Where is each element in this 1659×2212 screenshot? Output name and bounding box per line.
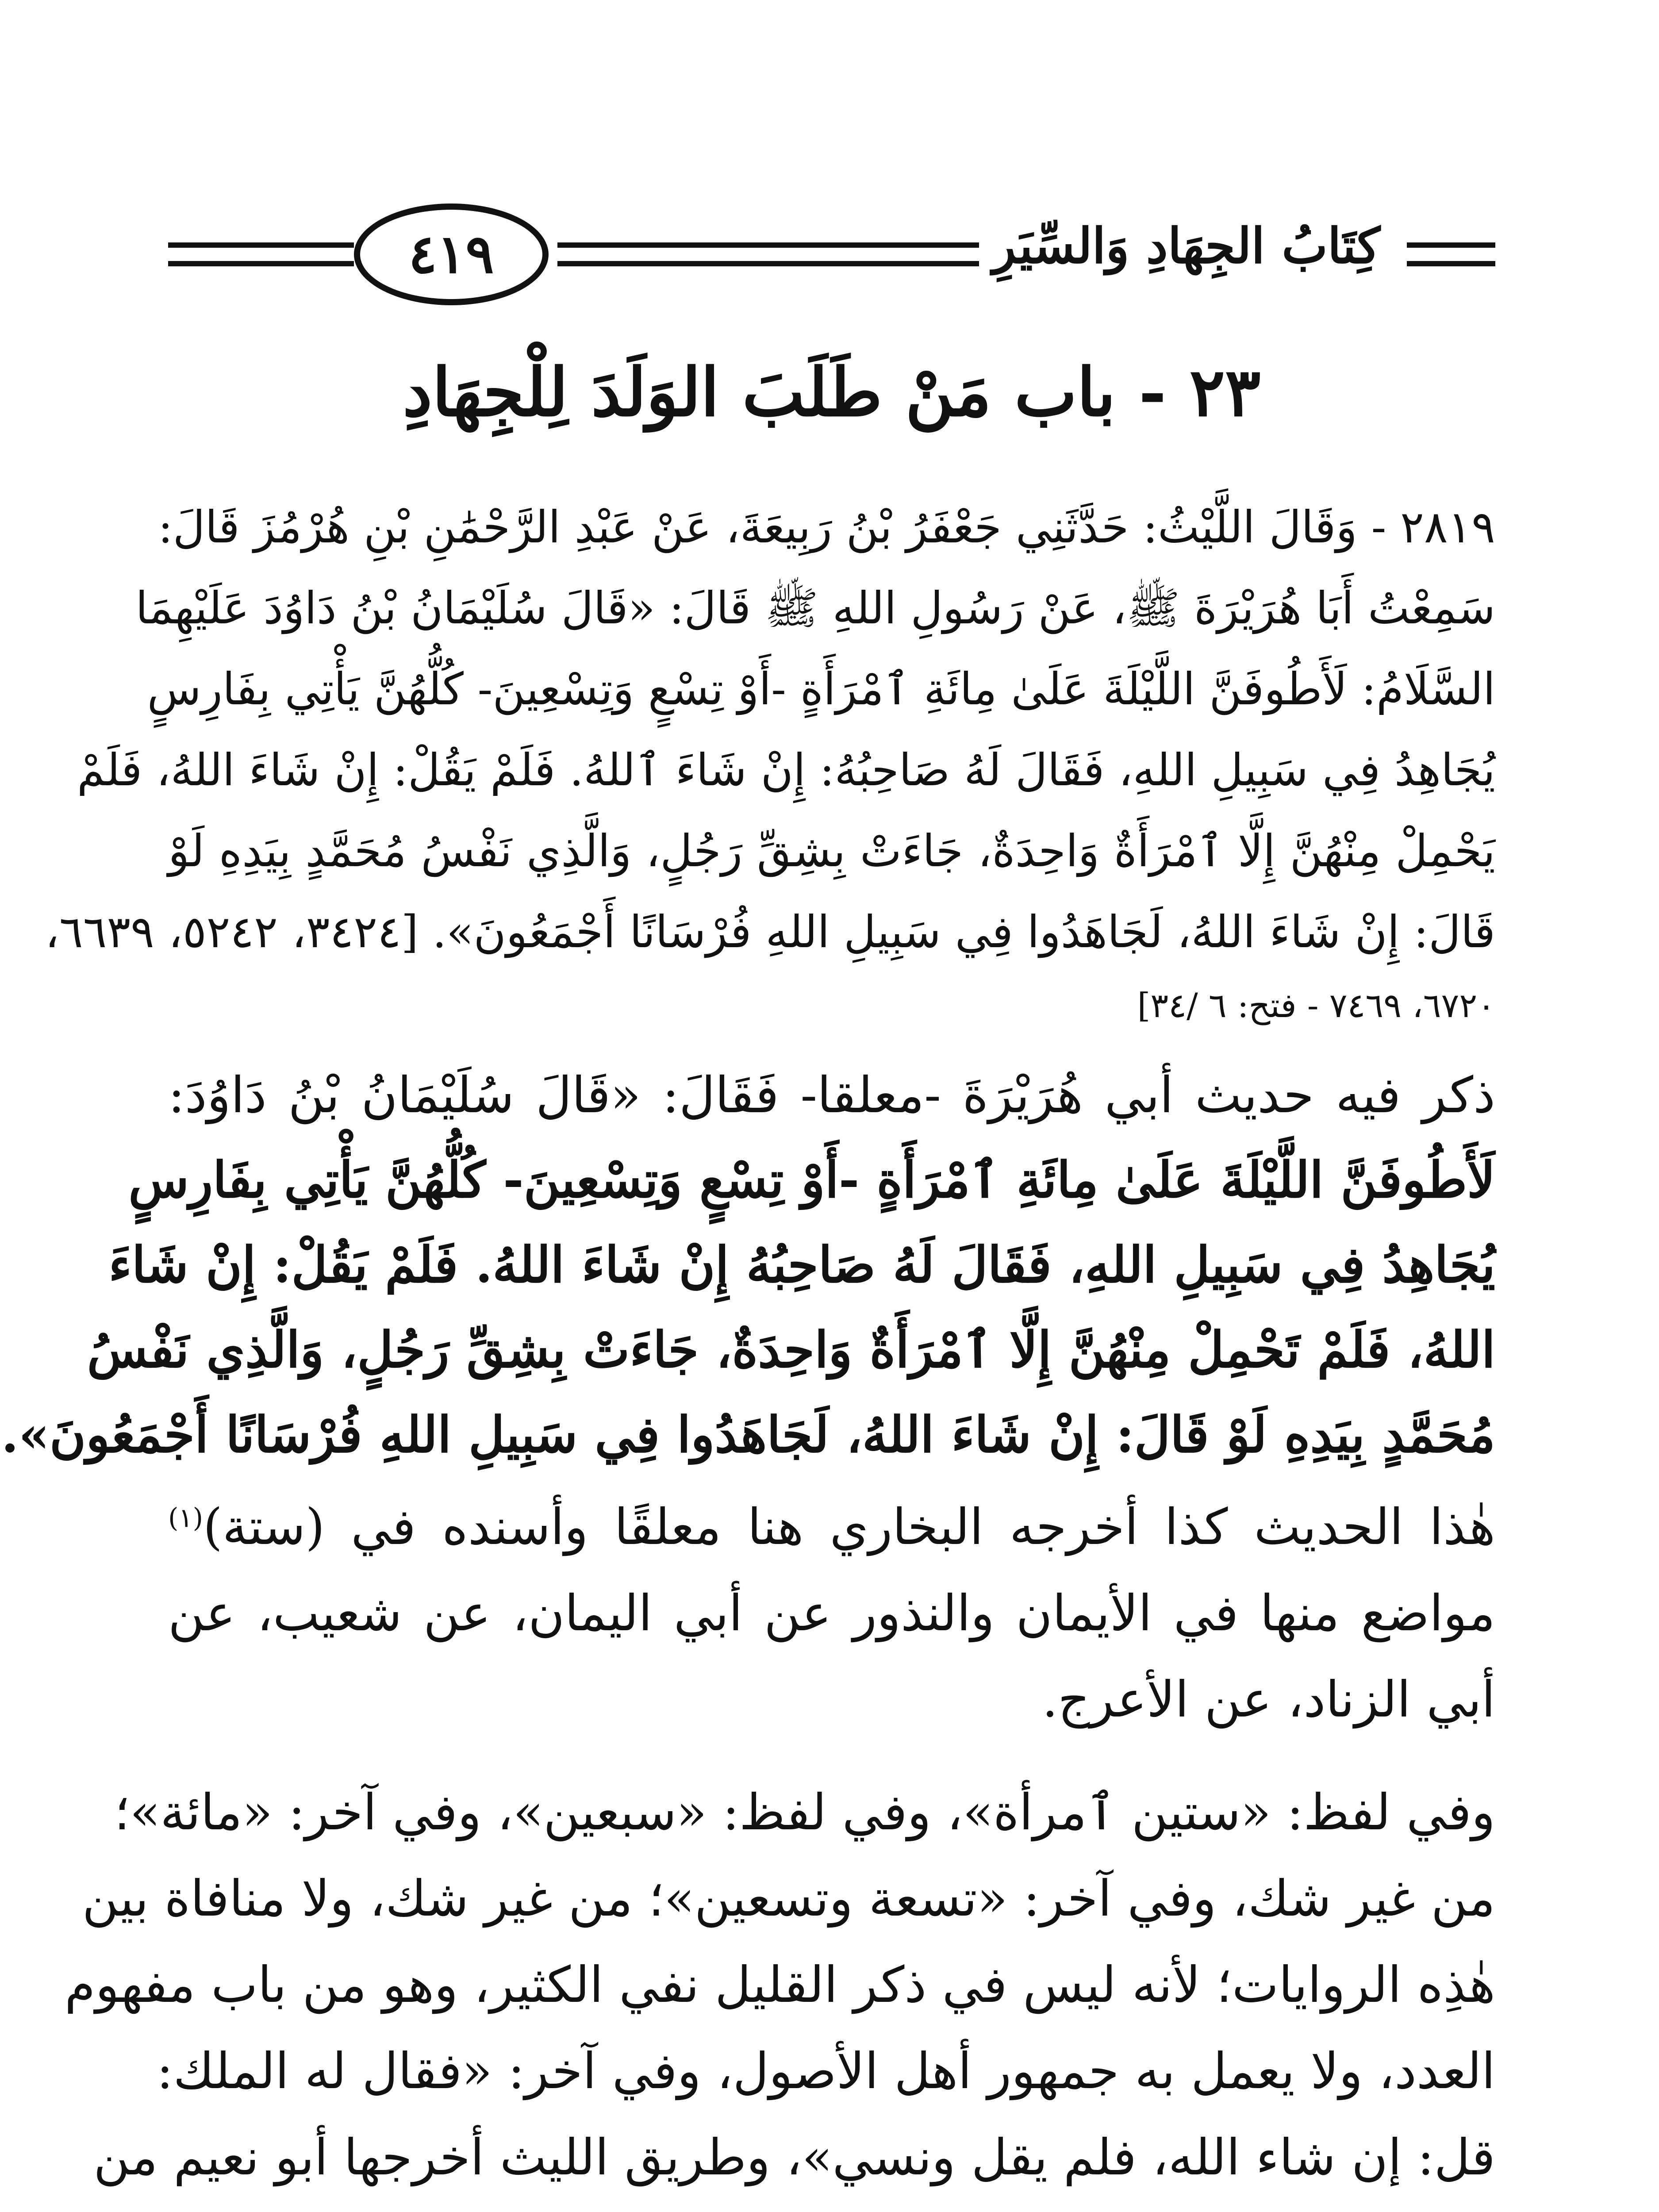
hadith-line: ٢٨١٩ - وَقَالَ اللَّيْثُ: حَدَّثَنِي جَعْفَرُ بْنُ رَبِيعَةَ، عَنْ عَبْدِ الرَّحْمَٰنِ بْنِ هُرْمُزَ قَالَ: — [158, 501, 1495, 553]
hadith-reference: ٦٧٢٠، ٧٤٦٩ - فتح: ٦ /٣٤] — [1137, 986, 1495, 1025]
paragraph-line: هٰذِه الروايات؛ لأنه ليس في ذكر القليل نفي الكثير، وهو من باب مفهوم — [65, 1956, 1495, 2014]
commentary-line: ذكر فيه حديث أبي هُرَيْرَةَ -معلقا- فَقَالَ: «قَالَ سُلَيْمَانُ بْنُ دَاوُدَ: — [168, 1067, 1496, 1124]
paragraph-line: قل: إن شاء الله، فلم يقل ونسي»، وطريق الليث أخرجها أبو نعيم من — [93, 2129, 1495, 2186]
chapter-title: ٢٣ - باب مَنْ طَلَبَ الوَلَدَ لِلْجِهَادِ — [403, 353, 1261, 431]
body-text — [65, 1484, 1496, 2201]
running-title: كِتَابُ الجِهَادِ وَالسِّيَرِ — [979, 217, 1394, 275]
page-number-badge — [354, 204, 549, 305]
commentary-line: مُحَمَّدٍ بِيَدِهِ لَوْ قَالَ: إِنْ شَاءَ اللهُ، لَجَاهَدُوا فِي سَبِيلِ اللهِ فُرْسَانًا أَجْمَعُونَ». — [1, 1406, 1495, 1464]
running-header — [168, 195, 1495, 314]
commentary-line: يُجَاهِدُ فِي سَبِيلِ اللهِ، فَقَالَ لَهُ صَاحِبُهُ إِنْ شَاءَ اللهُ. فَلَمْ يَقُلْ: إِنْ شَاءَ — [108, 1236, 1495, 1294]
footnote-ref: (١) — [168, 1502, 204, 1534]
hadith-line: سَمِعْتُ أَبَا هُرَيْرَةَ ﷺ، عَنْ رَسُولِ اللهِ ﷺ قَالَ: «قَالَ سُلَيْمَانُ بْنُ دَاوُدَ عَلَيْهِمَا — [135, 582, 1495, 634]
paragraph-text: هٰذا الحديث كذا أخرجه البخاري هنا معلقًا وأسنده في (ستة) — [203, 1498, 1496, 1556]
hadith-line: يَحْمِلْ مِنْهُنَّ إِلَّا ٱمْرَأَةٌ وَاحِدَةٌ، جَاءَتْ بِشِقِّ رَجُلٍ، وَالَّذِي نَفْسُ مُحَمَّدٍ بِيَدِهِ لَوْ — [168, 825, 1495, 877]
hadith-text — [45, 487, 1495, 1039]
paragraph-line: مواضع منها في الأيمان والنذور عن أبي اليمان، عن شعيب، عن — [168, 1585, 1495, 1642]
paragraph-line: وفي لفظ: «ستين ٱمرأة»، وفي لفظ: «سبعين»، وفي آخر: «مائة»؛ — [114, 1784, 1495, 1841]
page-number: ٤١٩ — [408, 223, 494, 285]
header-rule — [1407, 242, 1495, 248]
hadith-line: السَّلَامُ: لَأَطُوفَنَّ اللَّيْلَةَ عَلَىٰ مِائَةِ ٱمْرَأَةٍ -أَوْ تِسْعٍ وَتِسْعِينَ- كُلُّهُنَّ يَأْتِي بِفَارِسٍ — [147, 663, 1495, 715]
paragraph-line: من غير شك، وفي آخر: «تسعة وتسعين»؛ من غير شك، ولا منافاة بين — [82, 1870, 1495, 1928]
header-rule — [1407, 261, 1495, 266]
hadith-line: يُجَاهِدُ فِي سَبِيلِ اللهِ، فَقَالَ لَهُ صَاحِبُهُ: إِنْ شَاءَ ٱللهُ. فَلَمْ يَقُلْ: إِنْ شَاءَ اللهُ، فَلَمْ — [77, 744, 1495, 796]
header-rule — [168, 242, 354, 248]
commentary-paragraph — [1, 1053, 1496, 1478]
paragraph-line: العدد، ولا يعمل به جمهور أهل الأصول، وفي آخر: «فقال له الملك: — [156, 2043, 1495, 2100]
hadith-line: قَالَ: إِنْ شَاءَ اللهُ، لَجَاهَدُوا فِي سَبِيلِ اللهِ فُرْسَانًا أَجْمَعُونَ». [٣٤٢٤، ٥٢٤٢، ٦٦٣٩، — [45, 906, 1495, 958]
commentary-line: لَأَطُوفَنَّ اللَّيْلَةَ عَلَىٰ مِائَةِ ٱمْرَأَةٍ -أَوْ تِسْعٍ وَتِسْعِينَ- كُلُّهُنَّ يَأْتِي بِفَارِسٍ — [128, 1151, 1495, 1209]
header-rule — [168, 261, 354, 266]
paragraph-gap — [168, 1743, 1495, 1770]
paragraph-line: أبي الزناد، عن الأعرج. — [1042, 1671, 1495, 1728]
commentary-line: اللهُ، فَلَمْ تَحْمِلْ مِنْهُنَّ إِلَّا ٱمْرَأَةٌ وَاحِدَةٌ، جَاءَتْ بِشِقِّ رَجُلٍ، وَالَّذِي نَفْسُ — [87, 1321, 1495, 1379]
paragraph-line — [168, 1484, 1495, 1571]
